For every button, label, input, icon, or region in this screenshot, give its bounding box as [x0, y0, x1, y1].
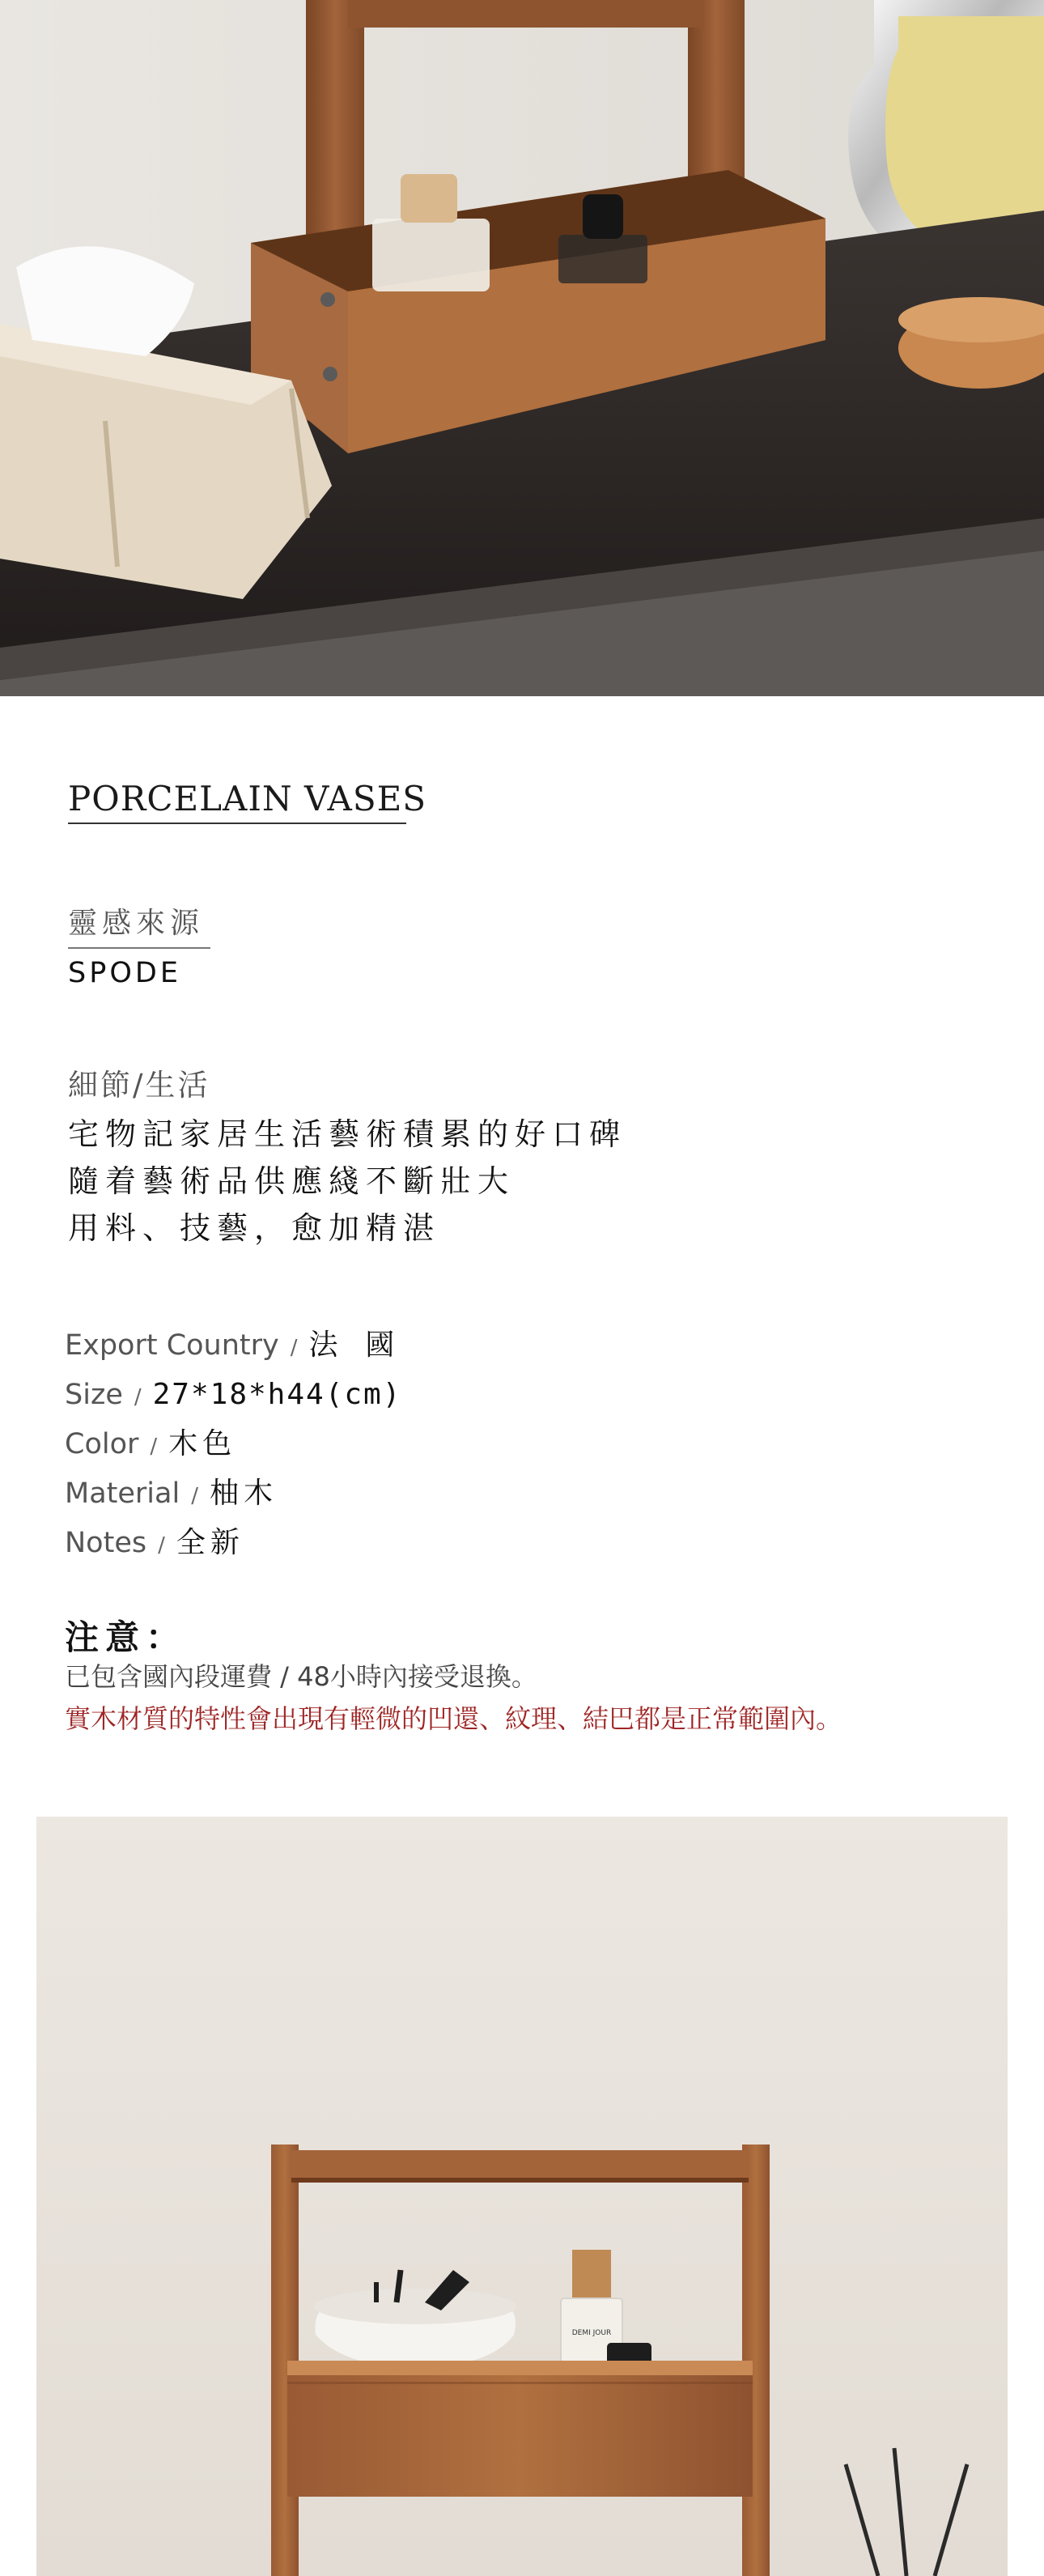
details-line: 用料、技藝，愈加精湛: [68, 1210, 441, 1246]
spec-value: 柚木: [209, 1477, 278, 1510]
spec-label: Size: [65, 1379, 123, 1411]
spec-value: 木色: [168, 1427, 237, 1460]
spec-label: Export Country: [65, 1329, 279, 1362]
heading-underline: [68, 823, 406, 824]
spec-row-color: [65, 1423, 401, 1473]
product-photo: [36, 1817, 1008, 2576]
notice-wood-warning: 實木材質的特性會出現有輕微的凹還、紋理、結巴都是正常範圍內。: [65, 1703, 842, 1734]
spec-row-size: [65, 1374, 401, 1423]
spec-separator: /: [290, 1336, 298, 1360]
details-label: 細節/生活: [68, 1068, 210, 1103]
details-line: 隨着藝術品供應綫不斷壯大: [68, 1163, 516, 1199]
page-heading: PORCELAIN VASES: [68, 779, 427, 818]
notice-title: 注意：: [65, 1617, 187, 1657]
product-photo-illustration: [36, 1817, 1008, 2576]
spec-value: 法 國: [308, 1328, 400, 1362]
hero-photo-illustration: [0, 0, 1044, 696]
spec-label: Notes: [65, 1527, 147, 1559]
details-text: [68, 1111, 626, 1252]
details-line: 宅物記家居生活藝術積累的好口碑: [68, 1116, 627, 1152]
spec-row-notes: [65, 1522, 401, 1571]
inspiration-value: SPODE: [68, 957, 181, 989]
spec-separator: /: [158, 1533, 165, 1558]
spec-list: [65, 1324, 401, 1571]
spec-label: Material: [65, 1477, 180, 1510]
spec-separator: /: [191, 1484, 198, 1508]
spec-value: 全新: [176, 1526, 244, 1559]
spec-row-material: [65, 1473, 401, 1522]
bottle-label: DEMI JOUR: [571, 2329, 612, 2337]
spec-label: Color: [65, 1428, 139, 1460]
inspiration-divider: [68, 947, 210, 949]
spec-separator: /: [150, 1435, 158, 1459]
hero-photo: [0, 0, 1044, 696]
spec-separator: /: [134, 1385, 142, 1409]
notice-shipping-text: 已包含國內段運費 / 48小時內接受退換。: [65, 1661, 537, 1692]
spec-row-export-country: [65, 1324, 401, 1374]
spec-value: 27*18*h44(cm): [152, 1378, 402, 1411]
inspiration-label: 靈感來源: [68, 907, 205, 940]
